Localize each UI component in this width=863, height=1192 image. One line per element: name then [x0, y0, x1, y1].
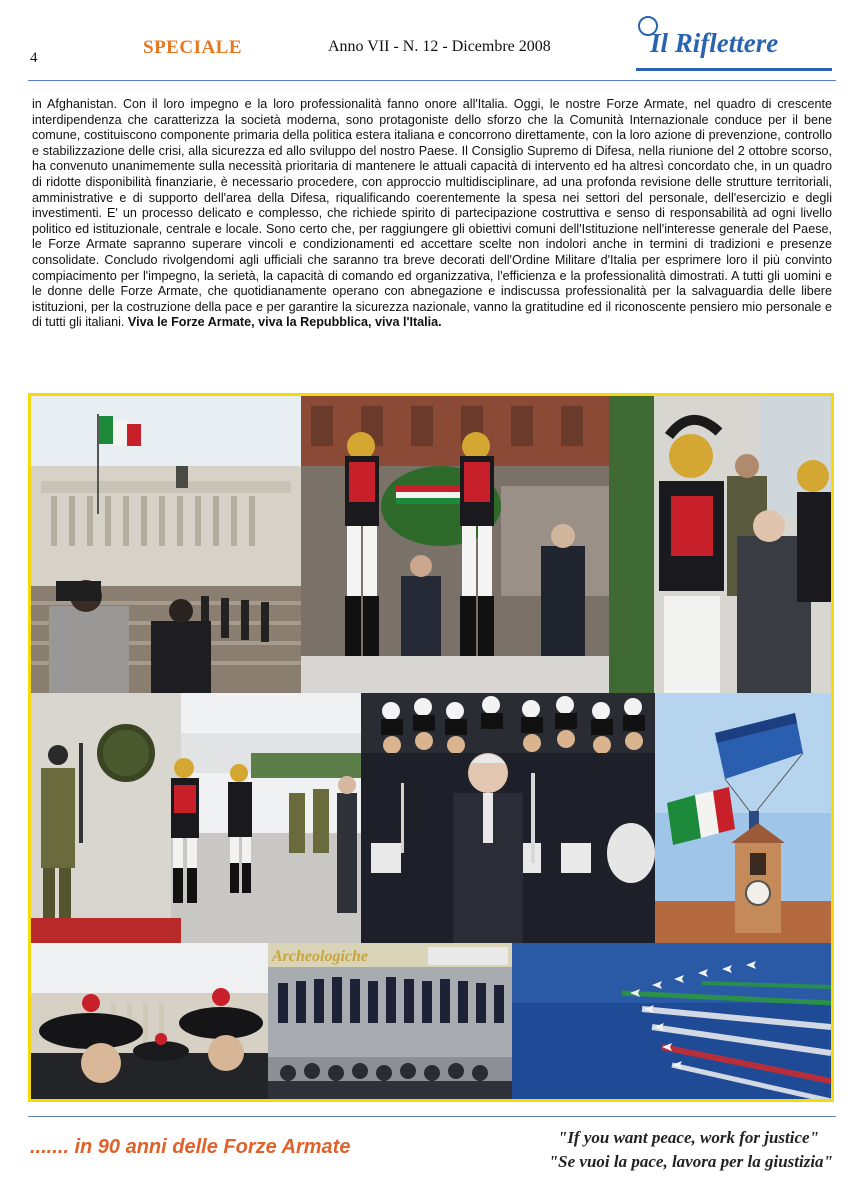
footer-tagline: ....... in 90 anni delle Forze Armate: [30, 1136, 351, 1158]
photo-parade-formation: [268, 943, 512, 1102]
photo-collage: [28, 393, 834, 1102]
section-title: SPECIALE: [143, 37, 243, 58]
banner-text: Archeologiche: [272, 948, 368, 965]
header-divider: [28, 80, 836, 81]
photo-wreath-laying: [301, 396, 609, 693]
footer-quote-italian: "Se vuoi la pace, lavora per la giustizia": [548, 1152, 833, 1171]
photo-military-band: [361, 693, 655, 943]
photo-president-greeting: [609, 396, 831, 693]
logo-text: Il Riflettere: [650, 28, 779, 58]
masthead-logo: [636, 16, 836, 74]
photo-frecce-tricolori: [512, 943, 831, 1102]
article-body: [32, 97, 832, 331]
article-closing: Viva le Forze Armate, viva la Repubblica, viva l'Italia.: [127, 315, 442, 330]
issue-info: Anno VII - N. 12 - Dicembre 2008: [328, 38, 551, 55]
photo-vittoriano-ceremony: [31, 396, 301, 693]
footer-divider: [28, 1116, 836, 1117]
photo-honor-guard: [31, 693, 361, 943]
photo-carabinieri: [31, 943, 268, 1102]
logo-underline: [636, 68, 832, 71]
page-number: 4: [30, 50, 38, 66]
photo-parachutist: [655, 693, 831, 943]
footer-quote-english: "If you want peace, work for justice": [557, 1128, 819, 1147]
article-text: in Afghanistan. Con il loro impegno e la loro professionalità fanno onore all'Italia. Oggi, le nostre Forze Armate, nel quadro di crescente interdipendenza che caratterizza la società moderna, sono protagoniste dello sforzo che la Comunità Internazionale conduce per il bene comune, costituiscono componente primaria della politica estera italiana e concorrono direttamente, con la loro azione di prevenzione, controllo e stabilizzazione delle crisi, alla sicurezza ed allo sviluppo del nostro Paese. Il Consiglio Supremo di Difesa, nella riunione del 2 ottobre scorso, ha convenuto unanimemente sulla necessità prioritaria di mantenere le attuali capacità di intervento ed ha altresì concordato che, in un quadro di ridotte disponibilità finanziarie, è necessario procedere, con approccio multidisciplinare, ad una profonda revisione delle strutture territoriali, amministrative e di supporto dell'area della Difesa, riqualificando coerentemente la spesa nei settori del personale, dell'esercizio e degli investimenti. E' un processo delicato e complesso, che richiede spirito di partecipazione costruttiva e senso di responsabilità ad ogni livello politico ed istituzionale, centrale e locale. Sono certo che, per raggiungere gli obiettivi comuni dell'Istituzione nell'interesse generale del Paese, le Forze Armate sapranno superare vincoli e condizionamenti ed accettare scelte non indolori anche in termini di tradizioni e presenze consolidate. Concludo rivolgendomi agli ufficiali che saranno tra breve decorati dell'Ordine Militare d'Italia per esprimere loro il più convinto compiacimento per l'impegno, la serietà, la capacità di comando ed organizzativa, l'efficienza e la professionalità dimostrati. A tutti gli uomini e le donne delle Forze Armate, che quotidianamente operano con abnegazione e indiscussa professionalità per la salvaguardia delle libere istituzioni, per la costruzione della pace e per garantire la sicurezza nazionale, vanno la gratitudine ed il riconoscente pensiero mio personale e di tutti gli italiani.: [32, 97, 832, 330]
